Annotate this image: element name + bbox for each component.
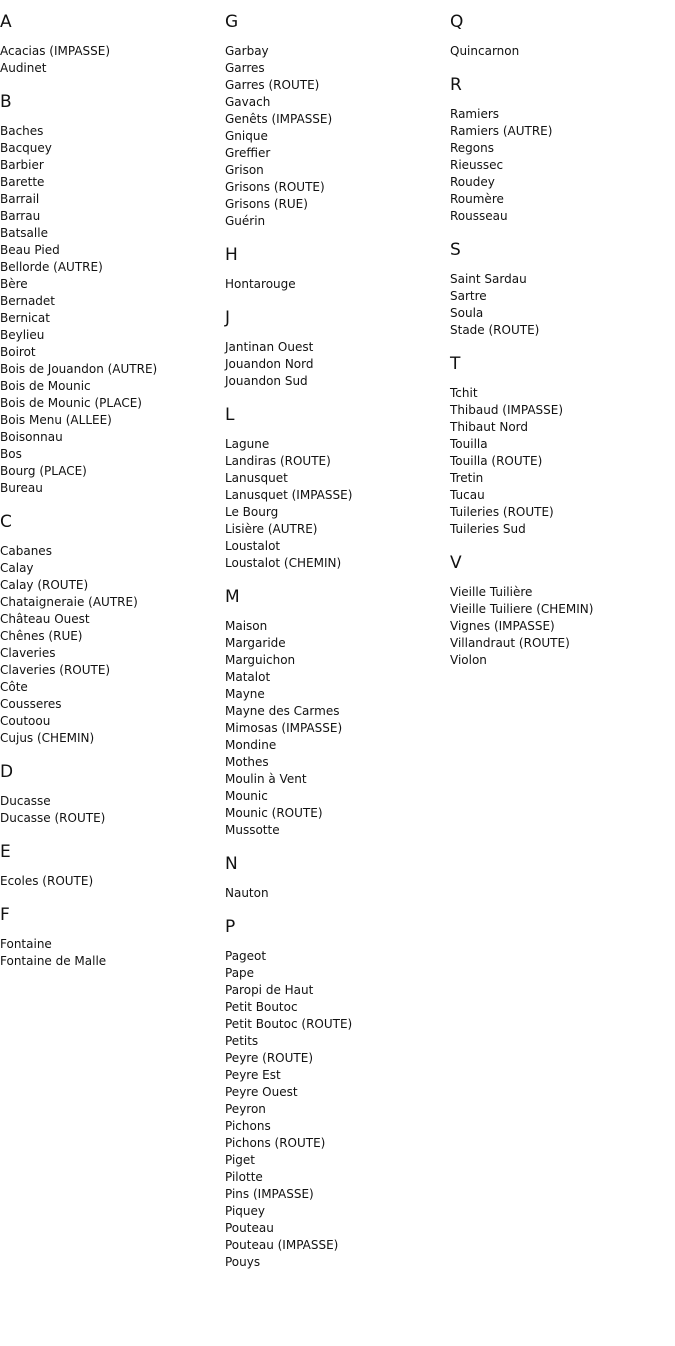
street-link[interactable]: Loustalot (CHEMIN) <box>225 556 342 570</box>
street-link[interactable]: Peyre (ROUTE) <box>225 1051 314 1065</box>
street-list <box>225 43 447 230</box>
street-link[interactable]: Mondine <box>225 738 277 752</box>
street-link[interactable]: Roumère <box>450 192 504 206</box>
street-link[interactable]: Touilla (ROUTE) <box>450 454 543 468</box>
street-link[interactable]: Barbier <box>0 158 44 172</box>
street-list <box>450 106 672 225</box>
street-link[interactable]: Peyron <box>225 1102 266 1116</box>
street-list <box>450 271 672 339</box>
street-link[interactable]: Gavach <box>225 95 271 109</box>
street-link[interactable]: Pape <box>225 966 255 980</box>
street-link[interactable]: Piget <box>225 1153 256 1167</box>
street-link[interactable]: Bacquey <box>0 141 52 155</box>
street-link[interactable]: Bernadet <box>0 294 56 308</box>
street-link[interactable]: Soula <box>450 306 484 320</box>
street-link[interactable]: Ducasse (ROUTE) <box>0 811 106 825</box>
street-link[interactable]: Grison <box>225 163 264 177</box>
letter-section <box>0 12 222 77</box>
street-link[interactable]: Roudey <box>450 175 495 189</box>
street-link[interactable]: Vieille Tuiliere (CHEMIN) <box>450 602 594 616</box>
street-link[interactable]: Bos <box>0 447 22 461</box>
index-column-2 <box>225 12 447 1286</box>
street-list <box>0 873 222 890</box>
street-link[interactable]: Mayne <box>225 687 265 701</box>
street-link[interactable]: Jouandon Nord <box>225 357 314 371</box>
street-link[interactable]: Tucau <box>450 488 485 502</box>
street-link[interactable]: Violon <box>450 653 487 667</box>
street-link[interactable]: Audinet <box>0 61 47 75</box>
letter-section <box>225 405 447 572</box>
street-link[interactable]: Beau Pied <box>0 243 60 257</box>
street-link[interactable]: Mussotte <box>225 823 280 837</box>
section-letter-heading: B <box>0 92 12 112</box>
letter-section <box>225 587 447 839</box>
street-link[interactable]: Ramiers (AUTRE) <box>450 124 553 138</box>
street-link[interactable]: Genêts (IMPASSE) <box>225 112 333 126</box>
street-list <box>225 276 447 293</box>
section-letter-heading: E <box>0 842 11 862</box>
street-link[interactable]: Thibaud (IMPASSE) <box>450 403 564 417</box>
section-letter-heading: D <box>0 762 14 782</box>
section-letter-heading: P <box>225 917 236 937</box>
street-link[interactable]: Guérin <box>225 214 266 228</box>
letter-section <box>0 905 222 970</box>
letter-section <box>450 75 672 225</box>
street-list <box>0 123 222 497</box>
street-link[interactable]: Fontaine de Malle <box>0 954 107 968</box>
street-link[interactable]: Calay (ROUTE) <box>0 578 89 592</box>
section-letter-heading: R <box>450 75 462 95</box>
street-link[interactable]: Landiras (ROUTE) <box>225 454 331 468</box>
street-link[interactable]: Mounic (ROUTE) <box>225 806 323 820</box>
street-list <box>225 339 447 390</box>
street-link[interactable]: Ramiers <box>450 107 500 121</box>
letter-section <box>225 917 447 1271</box>
letter-section <box>450 12 672 60</box>
street-link[interactable]: Jouandon Sud <box>225 374 308 388</box>
street-link[interactable]: Garres (ROUTE) <box>225 78 320 92</box>
street-link[interactable]: Gnique <box>225 129 268 143</box>
street-link[interactable]: Tchit <box>450 386 478 400</box>
letter-section <box>225 308 447 390</box>
street-link[interactable]: Château Ouest <box>0 612 90 626</box>
section-letter-heading: H <box>225 245 238 265</box>
street-link[interactable]: Bois de Mounic (PLACE) <box>0 396 142 410</box>
street-link[interactable]: Bère <box>0 277 28 291</box>
street-list <box>0 43 222 77</box>
street-list <box>225 885 447 902</box>
street-link[interactable]: Bois Menu (ALLEE) <box>0 413 112 427</box>
street-link[interactable]: Jantinan Ouest <box>225 340 314 354</box>
section-letter-heading: J <box>225 308 231 328</box>
street-link[interactable]: Tuileries Sud <box>450 522 526 536</box>
street-link[interactable]: Petit Boutoc (ROUTE) <box>225 1017 353 1031</box>
street-link[interactable]: Quincarnon <box>450 44 520 58</box>
street-link[interactable]: Ducasse <box>0 794 51 808</box>
street-link[interactable]: Petit Boutoc <box>225 1000 298 1014</box>
street-link[interactable]: Pichons (ROUTE) <box>225 1136 326 1150</box>
street-link[interactable]: Bois de Jouandon (AUTRE) <box>0 362 158 376</box>
street-list <box>225 618 447 839</box>
street-link[interactable]: Mounic <box>225 789 268 803</box>
street-link[interactable]: Grisons (RUE) <box>225 197 308 211</box>
street-link[interactable]: Petits <box>225 1034 259 1048</box>
street-link[interactable]: Mimosas (IMPASSE) <box>225 721 343 735</box>
street-link[interactable]: Hontarouge <box>225 277 296 291</box>
street-link[interactable]: Baches <box>0 124 44 138</box>
section-letter-heading: V <box>450 553 462 573</box>
letter-section <box>0 842 222 890</box>
section-letter-heading: T <box>450 354 461 374</box>
section-letter-heading: L <box>225 405 235 425</box>
section-letter-heading: S <box>450 240 461 260</box>
street-link[interactable]: Sartre <box>450 289 487 303</box>
street-link[interactable]: Bureau <box>0 481 43 495</box>
section-letter-heading: F <box>0 905 10 925</box>
street-link[interactable]: Paropi de Haut <box>225 983 314 997</box>
street-list <box>450 584 672 669</box>
street-link[interactable]: Matalot <box>225 670 271 684</box>
street-link[interactable]: Bourg (PLACE) <box>0 464 87 478</box>
street-link[interactable]: Garbay <box>225 44 269 58</box>
letter-section <box>0 92 222 497</box>
street-link[interactable]: Pouys <box>225 1255 261 1269</box>
section-letter-heading: C <box>0 512 12 532</box>
street-link[interactable]: Maison <box>225 619 268 633</box>
street-link[interactable]: Fontaine <box>0 937 52 951</box>
street-list <box>450 385 672 538</box>
street-link[interactable]: Acacias (IMPASSE) <box>0 44 111 58</box>
letter-section <box>225 245 447 293</box>
street-link[interactable]: Barette <box>0 175 45 189</box>
street-link[interactable]: Coutoou <box>0 714 51 728</box>
street-link[interactable]: Lanusquet <box>225 471 288 485</box>
street-link[interactable]: Bellorde (AUTRE) <box>0 260 103 274</box>
index-column-3 <box>450 12 672 684</box>
street-link[interactable]: Garres <box>225 61 265 75</box>
street-list <box>450 43 672 60</box>
letter-section <box>0 512 222 747</box>
section-letter-heading: M <box>225 587 240 607</box>
street-link[interactable]: Loustalot <box>225 539 281 553</box>
street-link[interactable]: Lisière (AUTRE) <box>225 522 318 536</box>
street-link[interactable]: Chataigneraie (AUTRE) <box>0 595 138 609</box>
street-list <box>225 436 447 572</box>
street-link[interactable]: Pouteau <box>225 1221 274 1235</box>
street-link[interactable]: Pouteau (IMPASSE) <box>225 1238 339 1252</box>
letter-section <box>450 240 672 339</box>
street-link[interactable]: Moulin à Vent <box>225 772 307 786</box>
street-link[interactable]: Nauton <box>225 886 269 900</box>
street-link[interactable]: Ecoles (ROUTE) <box>0 874 94 888</box>
street-link[interactable]: Cujus (CHEMIN) <box>0 731 95 745</box>
section-letter-heading: Q <box>450 12 464 32</box>
street-link[interactable]: Beylieu <box>0 328 45 342</box>
street-link[interactable]: Le Bourg <box>225 505 279 519</box>
street-link[interactable]: Boisonnau <box>0 430 63 444</box>
street-link[interactable]: Peyre Ouest <box>225 1085 298 1099</box>
section-letter-heading: N <box>225 854 238 874</box>
street-list <box>225 948 447 1271</box>
street-link[interactable]: Lanusquet (IMPASSE) <box>225 488 353 502</box>
street-list <box>0 793 222 827</box>
street-list <box>0 543 222 747</box>
street-link[interactable]: Thibaut Nord <box>450 420 529 434</box>
index-column-1 <box>0 12 222 985</box>
letter-section <box>0 762 222 827</box>
street-link[interactable]: Rieussec <box>450 158 504 172</box>
street-link[interactable]: Pins (IMPASSE) <box>225 1187 314 1201</box>
street-link[interactable]: Claveries <box>0 646 56 660</box>
street-link[interactable]: Stade (ROUTE) <box>450 323 540 337</box>
street-link[interactable]: Barrail <box>0 192 40 206</box>
street-link[interactable]: Saint Sardau <box>450 272 527 286</box>
street-link[interactable]: Chênes (RUE) <box>0 629 83 643</box>
street-link[interactable]: Greffier <box>225 146 271 160</box>
street-link[interactable]: Lagune <box>225 437 270 451</box>
street-link[interactable]: Calay <box>0 561 34 575</box>
street-link[interactable]: Villandraut (ROUTE) <box>450 636 570 650</box>
street-link[interactable]: Peyre Est <box>225 1068 281 1082</box>
street-link[interactable]: Mothes <box>225 755 269 769</box>
street-link[interactable]: Boirot <box>0 345 36 359</box>
letter-section <box>450 553 672 669</box>
street-link[interactable]: Vieille Tuilière <box>450 585 533 599</box>
street-link[interactable]: Piquey <box>225 1204 266 1218</box>
section-letter-heading: A <box>0 12 12 32</box>
street-link[interactable]: Bernicat <box>0 311 50 325</box>
letter-section <box>225 12 447 230</box>
street-link[interactable]: Cabanes <box>0 544 52 558</box>
street-list <box>0 936 222 970</box>
section-letter-heading: G <box>225 12 239 32</box>
street-link[interactable]: Pichons <box>225 1119 271 1133</box>
street-link[interactable]: Grisons (ROUTE) <box>225 180 325 194</box>
street-link[interactable]: Bois de Mounic <box>0 379 91 393</box>
letter-section <box>225 854 447 902</box>
street-link[interactable]: Claveries (ROUTE) <box>0 663 111 677</box>
street-link[interactable]: Tretin <box>450 471 484 485</box>
street-link[interactable]: Touilla <box>450 437 488 451</box>
street-link[interactable]: Pilotte <box>225 1170 263 1184</box>
street-link[interactable]: Barrau <box>0 209 41 223</box>
street-link[interactable]: Batsalle <box>0 226 48 240</box>
letter-section <box>450 354 672 538</box>
street-link[interactable]: Vignes (IMPASSE) <box>450 619 555 633</box>
street-link[interactable]: Cousseres <box>0 697 62 711</box>
street-link[interactable]: Mayne des Carmes <box>225 704 340 718</box>
street-link[interactable]: Regons <box>450 141 494 155</box>
street-link[interactable]: Pageot <box>225 949 267 963</box>
street-link[interactable]: Marguichon <box>225 653 296 667</box>
street-link[interactable]: Rousseau <box>450 209 508 223</box>
street-link[interactable]: Margaride <box>225 636 286 650</box>
street-link[interactable]: Tuileries (ROUTE) <box>450 505 554 519</box>
street-link[interactable]: Côte <box>0 680 28 694</box>
